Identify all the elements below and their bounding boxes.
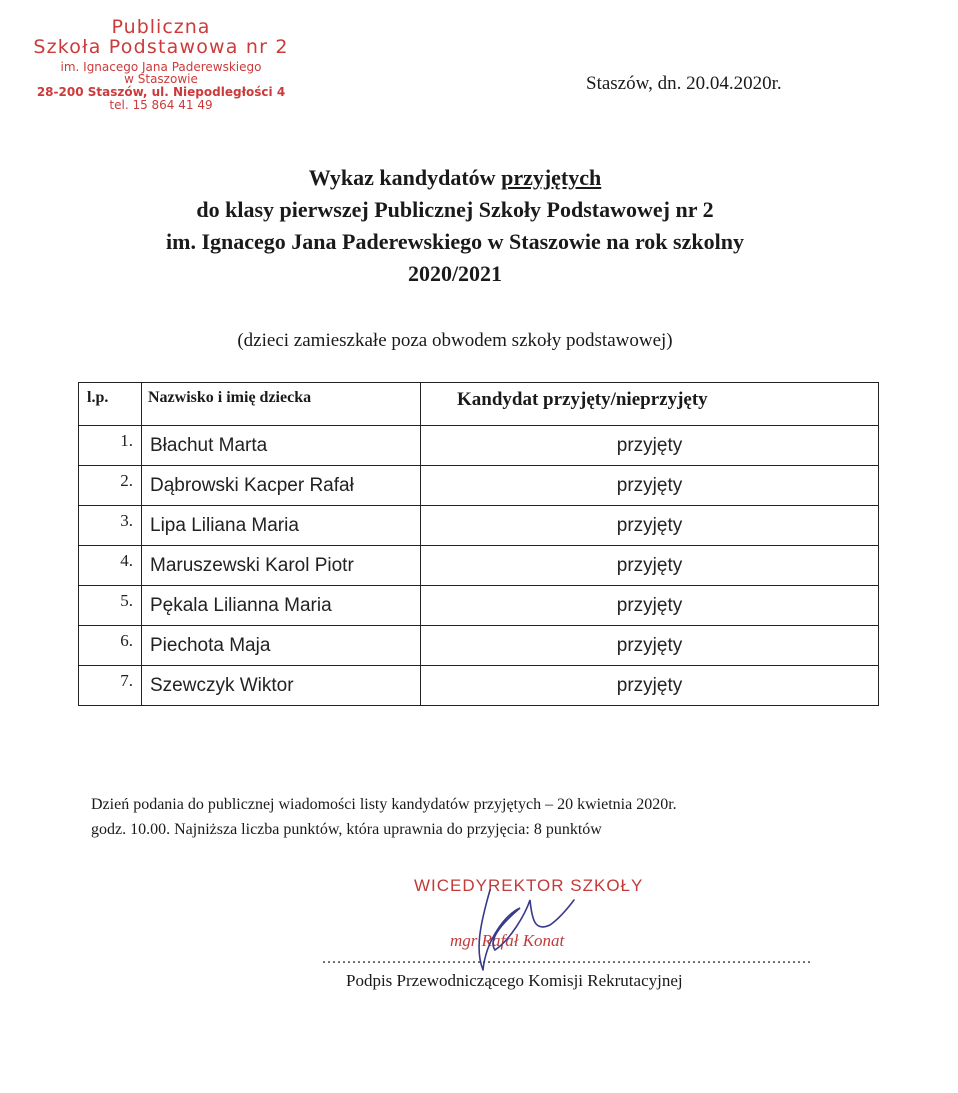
header-lp: l.p. xyxy=(79,383,142,426)
row-name: Lipa Liliana Maria xyxy=(142,506,421,546)
row-status: przyjęty xyxy=(421,666,879,706)
signature-caption: Podpis Przewodniczącego Komisji Rekrutacyjnej xyxy=(346,971,683,990)
row-status: przyjęty xyxy=(421,426,879,466)
title-line-4: 2020/2021 xyxy=(407,261,503,286)
footnote-line-1: Dzień podania do publicznej wiadomości listy kandydatów przyjętych – 20 kwietnia 2020r. xyxy=(91,796,677,813)
row-name: Maruszewski Karol Piotr xyxy=(142,546,421,586)
table-row xyxy=(79,506,879,546)
row-lp: 2. xyxy=(79,466,142,506)
row-name: Błachut Marta xyxy=(142,426,421,466)
signature-line: .................................................................................................. xyxy=(322,950,812,967)
title-line-1 xyxy=(60,162,850,194)
row-status: przyjęty xyxy=(421,546,879,586)
table-row xyxy=(79,466,879,506)
title-underlined-word: przyjętych xyxy=(501,165,602,190)
school-stamp xyxy=(30,16,292,112)
row-lp: 7. xyxy=(79,666,142,706)
table-row xyxy=(79,666,879,706)
row-lp: 4. xyxy=(79,546,142,586)
stamp-line-6: tel. 15 864 41 49 xyxy=(109,97,213,112)
row-name: Dąbrowski Kacper Rafał xyxy=(142,466,421,506)
row-name: Piechota Maja xyxy=(142,626,421,666)
stamp-line-2: Szkoła Podstawowa nr 2 xyxy=(33,35,289,58)
row-status: przyjęty xyxy=(421,466,879,506)
row-lp: 3. xyxy=(79,506,142,546)
signature-stamp-role: WICEDYREKTOR SZKOŁY xyxy=(414,876,644,895)
stamp-line-3: im. Ignacego Jana Paderewskiego xyxy=(60,59,262,74)
header-status: Kandydat przyjęty/nieprzyjęty xyxy=(421,383,879,426)
footnote xyxy=(91,792,871,842)
signature-stamp-name: mgr Rafał Konat xyxy=(450,931,565,950)
candidates-table xyxy=(78,382,879,706)
title-line-1-prefix: Wykaz kandydatów xyxy=(308,165,502,190)
header-name: Nazwisko i imię dziecka xyxy=(142,383,421,426)
table-row xyxy=(79,586,879,626)
table-header-row xyxy=(79,383,879,426)
stamp-line-5: 28-200 Staszów, ul. Niepodległości 4 xyxy=(36,85,286,100)
stamp-line-4: w Staszowie xyxy=(124,72,198,87)
title-line-3: im. Ignacego Jana Paderewskiego w Staszowie na rok szkolny xyxy=(166,229,744,254)
table-row xyxy=(79,626,879,666)
row-status: przyjęty xyxy=(421,586,879,626)
footnote-line-2: godz. 10.00. Najniższa liczba punktów, która uprawnia do przyjęcia: 8 punktów xyxy=(91,821,602,838)
row-lp: 1. xyxy=(79,426,142,466)
row-name: Pękala Lilianna Maria xyxy=(142,586,421,626)
table-row xyxy=(79,426,879,466)
row-status: przyjęty xyxy=(421,506,879,546)
title-line-2: do klasy pierwszej Publicznej Szkoły Podstawowej nr 2 xyxy=(196,197,714,222)
table-row xyxy=(79,546,879,586)
document-title xyxy=(60,162,850,290)
row-status: przyjęty xyxy=(421,626,879,666)
place-date: Staszów, dn. 20.04.2020r. xyxy=(586,73,782,94)
row-lp: 6. xyxy=(79,626,142,666)
row-lp: 5. xyxy=(79,586,142,626)
subtitle-note: (dzieci zamieszkałe poza obwodem szkoły podstawowej) xyxy=(237,330,673,351)
stamp-line-1: Publiczna xyxy=(111,16,211,38)
row-name: Szewczyk Wiktor xyxy=(142,666,421,706)
